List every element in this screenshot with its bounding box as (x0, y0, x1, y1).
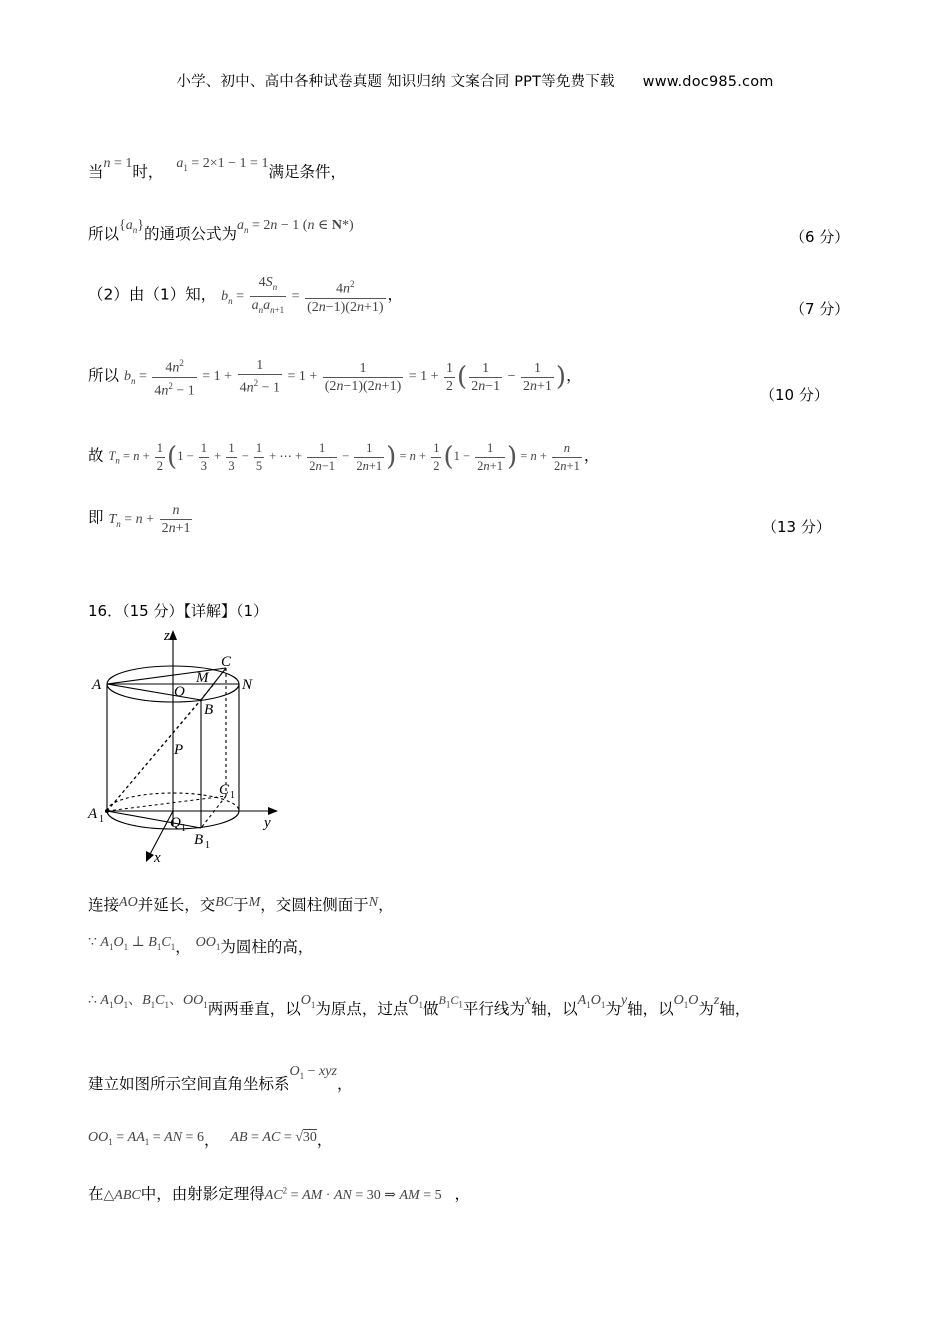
proof-line-2: ∵ $A_1O_1$ ⊥ $B_1C_1$， $OO_1$为圆柱的高， (88, 935, 314, 956)
header-title: 小学、初中、高中各种试卷真题 知识归纳 文案合同 PPT等免费下载 (176, 74, 615, 90)
label-M: M (196, 670, 209, 686)
score-10: （10 分） (760, 386, 829, 404)
question-16-heading: 16．（15 分）【详解】（1） (88, 602, 268, 620)
label-Q1: Q (170, 815, 181, 831)
score-6: （6 分） (790, 228, 850, 246)
label-B: B (204, 702, 214, 718)
score-13: （13 分） (762, 518, 831, 536)
proof-line-5: $OO_1 = AA_1$ = AN = 6， AB = AC = √30， (88, 1130, 333, 1149)
label-z: z (164, 628, 170, 644)
page-header (0, 70, 950, 91)
label-C1: C (219, 782, 230, 798)
label-N: N (242, 677, 253, 693)
solution-line-1: 当n = 1时， $a_1 = 2\times 1 - 1 = 1$满足条件， (88, 156, 346, 181)
solution-line-2: 所以$\{a_n\}$的通项公式为$a_n = 2n - 1$ (n ∈ N*) (88, 218, 354, 243)
cylinder-figure (84, 626, 284, 866)
label-B1-sub: 1 (205, 840, 210, 851)
proof-line-3: ∴ $A_1O_1$、$B_1C_1$、$OO_1$两两垂直，以$O_1$为原点，过点$O_1$做$^{B_1C_1}$平行线为x轴，以$A_1O_1$为y轴，以$O_1O$为z轴， (88, 993, 751, 1018)
label-A1: A (88, 806, 98, 822)
label-C: C (221, 654, 232, 670)
solution-line-3: （2）由（1）知， $b_n$ = $\frac{4S_n}{a_na_{n+1}}$ = $\frac{4n^2}{(2n-1)(2n+1)}$ ， (88, 274, 403, 319)
score-7: （7 分） (790, 300, 850, 318)
label-Q1-sub: 1 (181, 823, 186, 834)
proof-line-4: 建立如图所示空间直角坐标系$O_1$ − xyz， (88, 1064, 353, 1093)
label-A1-sub: 1 (99, 814, 104, 825)
proof-line-1: 连接AO并延长，交BC于M，交圆柱侧面于N， (88, 895, 394, 914)
label-A: A (92, 677, 102, 693)
label-x: x (154, 850, 161, 866)
label-O: O (174, 684, 185, 700)
solution-line-6: 即 $T_n = n$ + $\frac{n}{2n+1}$ (88, 503, 191, 536)
label-C1-sub: 1 (230, 790, 235, 801)
label-P: P (174, 742, 184, 758)
header-url[interactable]: www.doc985.com (642, 74, 774, 90)
label-y: y (264, 815, 271, 831)
solution-line-4: 所以 $b_n$ = $\frac{4n^2}{4n^2 - 1}$ = 1 + $\frac{1}{4n^2 - 1}$ = 1 + $\frac{1}{(2n-1)(2n+1)}$ = 1 + $\frac{1}{2}$ ( $\frac{1}{2n-1}$ − $\frac{1}{2n+1}$ )， (88, 358, 582, 399)
label-B1: B (194, 832, 204, 848)
proof-line-6: 在△ABC中，由射影定理得$AC^2$ = AM · AN = 30 ⇒ AM = 5 ， (88, 1185, 471, 1203)
solution-line-5: 故 $T_n = n$ + $\frac{1}{2}$ (1 − $\frac{1}{3}$ + $\frac{1}{3}$ − $\frac{1}{5}$ + ⋯ + $\frac{1}{2n-1}$ − $\frac{1}{2n+1}$ ) = n + $\frac{1}{2}$ (1 − $\frac{1}{2n+1}$ ) = n + $\frac{n}{2n+1}$ ， (88, 441, 600, 473)
